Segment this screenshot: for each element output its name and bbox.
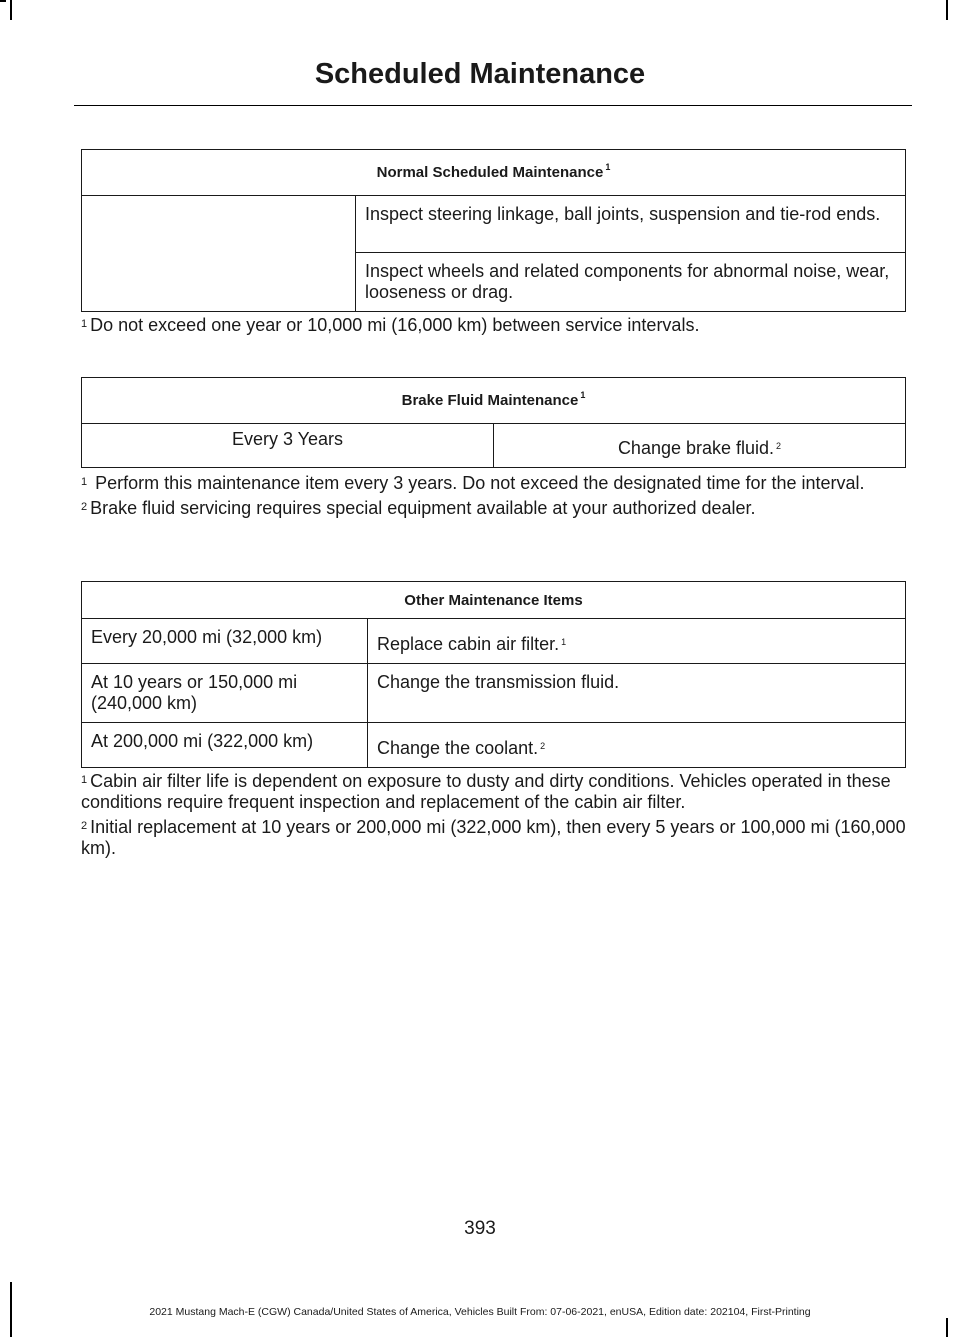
table-cell: Every 3 Years <box>82 424 494 468</box>
crop-mark <box>0 0 6 2</box>
normal-maintenance-table <box>81 149 906 312</box>
table-cell: Every 20,000 mi (32,000 km) <box>82 619 368 664</box>
footnote: $^1$ Perform this maintenance item every 3 years. Do not exceed the designated time for the interval. <box>81 473 865 493</box>
table-cell: At 200,000 mi (322,000 km) <box>82 723 368 768</box>
table-cell <box>82 196 356 312</box>
footnote: $^2$ Brake fluid servicing requires special equipment available at your authorized dealer. <box>81 498 756 518</box>
normal-maintenance-section <box>81 149 906 336</box>
table-row <box>82 424 906 468</box>
table-row <box>82 619 906 664</box>
footnote: $^1$ Do not exceed one year or 10,000 mi (16,000 km) between service intervals. <box>81 315 700 335</box>
crop-mark <box>10 0 12 20</box>
other-maintenance-table <box>81 581 906 768</box>
footnote: $^1$ Cabin air filter life is dependent on exposure to dusty and dirty conditions. Vehicles operated in these conditions require frequent inspection and replacement of the cabin air filter. <box>81 771 891 812</box>
brake-fluid-table <box>81 377 906 468</box>
table-cell: Change the transmission fluid. <box>368 664 906 723</box>
table-row <box>82 196 906 253</box>
footnote: $^2$ Initial replacement at 10 years or 200,000 mi (322,000 km), then every 5 years or 100,000 mi (160,000 km). <box>81 817 906 858</box>
table-row <box>82 664 906 723</box>
page-title: Scheduled Maintenance <box>314 58 646 90</box>
table-cell: Change brake fluid. $^2$ <box>494 424 906 468</box>
table-cell: Inspect steering linkage, ball joints, suspension and tie-rod ends. <box>356 196 906 253</box>
table-cell: Change the coolant. $^2$ <box>368 723 906 768</box>
footer-text: 2021 Mustang Mach-E (CGW) Canada/United States of America, Vehicles Built From: 07-06-2021, enUSA, Edition date: 202104, First-Printing <box>149 1306 811 1318</box>
crop-mark <box>946 1318 948 1337</box>
table-cell: At 10 years or 150,000 mi (240,000 km) <box>82 664 368 723</box>
table-header: Other Maintenance Items <box>82 582 906 619</box>
page-number: 393 <box>464 1218 496 1239</box>
table-cell: Inspect wheels and related components for abnormal noise, wear, looseness or drag. <box>356 253 906 312</box>
crop-mark <box>946 0 948 20</box>
brake-fluid-section <box>81 377 906 519</box>
table-header: Normal Scheduled Maintenance $^1$ <box>82 150 906 196</box>
table-cell: Replace cabin air filter. $^1$ <box>368 619 906 664</box>
header-divider <box>74 105 912 106</box>
table-row <box>82 723 906 768</box>
other-maintenance-section <box>81 581 906 859</box>
table-header: Brake Fluid Maintenance $^1$ <box>82 378 906 424</box>
